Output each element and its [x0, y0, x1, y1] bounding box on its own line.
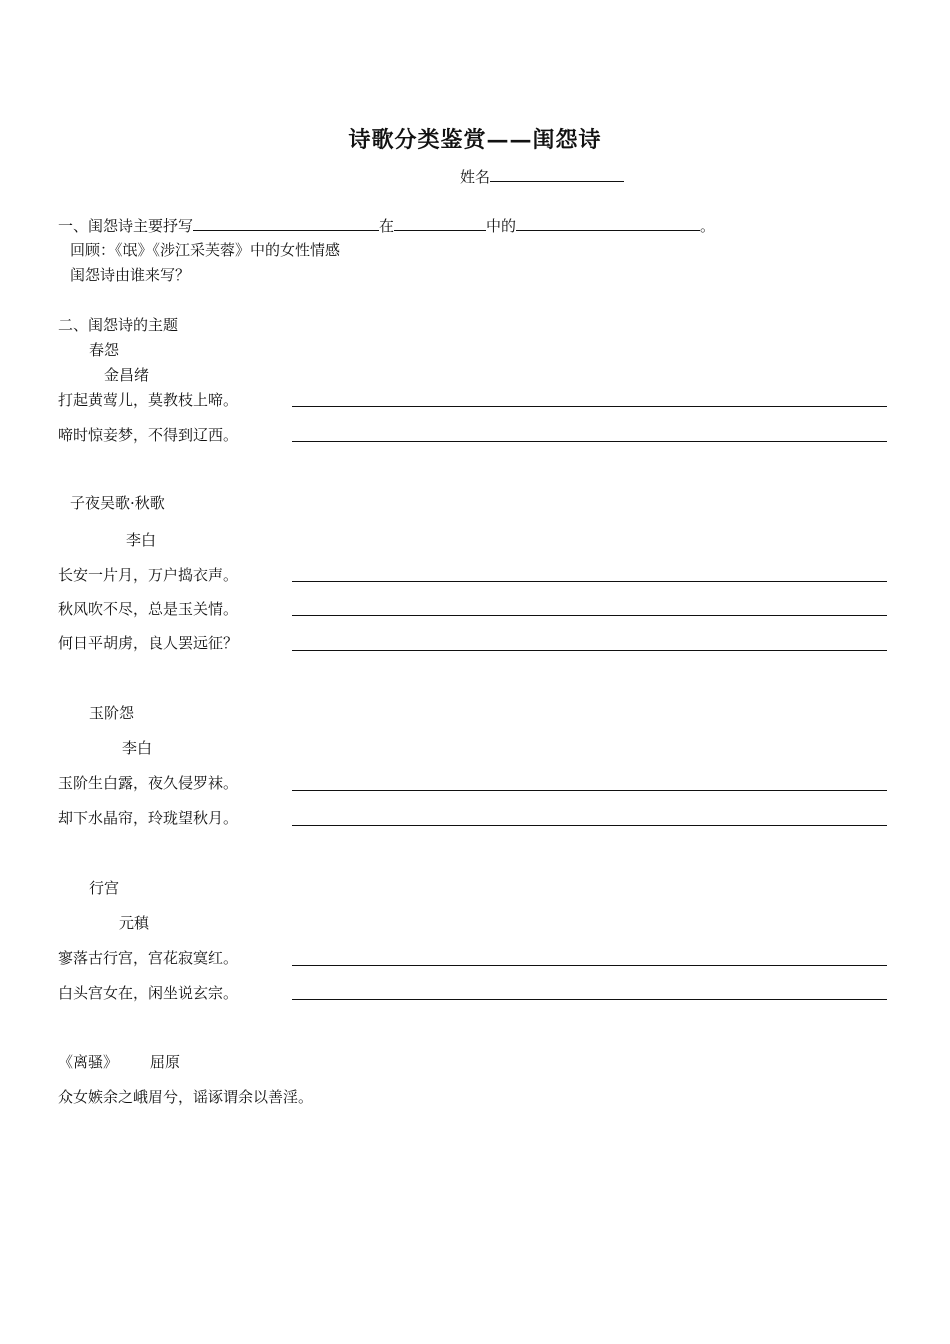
poem-author: 元稹 [119, 914, 150, 932]
answer-line[interactable] [292, 650, 887, 651]
question-1-mid1: 在 [379, 217, 395, 235]
question-1-mid2: 中的 [486, 217, 517, 235]
question-1 [58, 215, 715, 236]
answer-line[interactable] [292, 999, 887, 1000]
poem-line: 长安一片月，万户捣衣声。 [58, 566, 239, 584]
answer-line[interactable] [292, 441, 887, 442]
name-field [460, 166, 624, 187]
lisao-title: 《离骚》 [58, 1053, 119, 1071]
poem-line: 啼时惊妾梦，不得到辽西。 [58, 426, 239, 444]
name-label: 姓名 [460, 168, 491, 186]
answer-line[interactable] [292, 790, 887, 791]
answer-blank-1[interactable] [193, 215, 379, 231]
answer-line[interactable] [292, 825, 887, 826]
question-1-prefix: 一、闺怨诗主要抒写 [58, 217, 194, 235]
poem-author: 金昌绪 [104, 366, 150, 384]
question-1-end: 。 [700, 217, 716, 235]
poem-line: 何日平胡虏，良人罢远征？ [58, 634, 239, 652]
page-title: 诗歌分类鉴赏——闺怨诗 [348, 127, 602, 153]
review-note: 回顾：《氓》《涉江采芙蓉》中的女性情感 [70, 241, 341, 259]
answer-blank-2[interactable] [394, 215, 486, 231]
poem-title: 春怨 [89, 341, 120, 359]
poem-title: 玉阶怨 [89, 704, 135, 722]
section-2-heading: 二、闺怨诗的主题 [58, 316, 179, 334]
poem-title: 行宫 [89, 879, 120, 897]
poem-line: 秋风吹不尽，总是玉关情。 [58, 600, 239, 618]
poem-line: 打起黄莺儿，莫教枝上啼。 [58, 391, 239, 409]
poem-line: 却下水晶帘，玲珑望秋月。 [58, 809, 239, 827]
poem-line: 玉阶生白露，夜久侵罗袜。 [58, 774, 239, 792]
answer-line[interactable] [292, 406, 887, 407]
lisao-line: 众女嫉余之峨眉兮，谣诼谓余以善淫。 [58, 1088, 314, 1106]
answer-line[interactable] [292, 615, 887, 616]
poem-author: 李白 [126, 531, 157, 549]
poem-title: 子夜吴歌·秋歌 [70, 494, 165, 512]
lisao-author: 屈原 [150, 1053, 181, 1071]
poem-line: 白头宫女在，闲坐说玄宗。 [58, 984, 239, 1002]
answer-blank-3[interactable] [516, 215, 700, 231]
answer-line[interactable] [292, 581, 887, 582]
question-2: 闺怨诗由谁来写？ [70, 266, 191, 284]
answer-line[interactable] [292, 965, 887, 966]
name-blank[interactable] [490, 166, 624, 182]
poem-line: 寥落古行宫，宫花寂寞红。 [58, 949, 239, 967]
poem-author: 李白 [122, 739, 153, 757]
